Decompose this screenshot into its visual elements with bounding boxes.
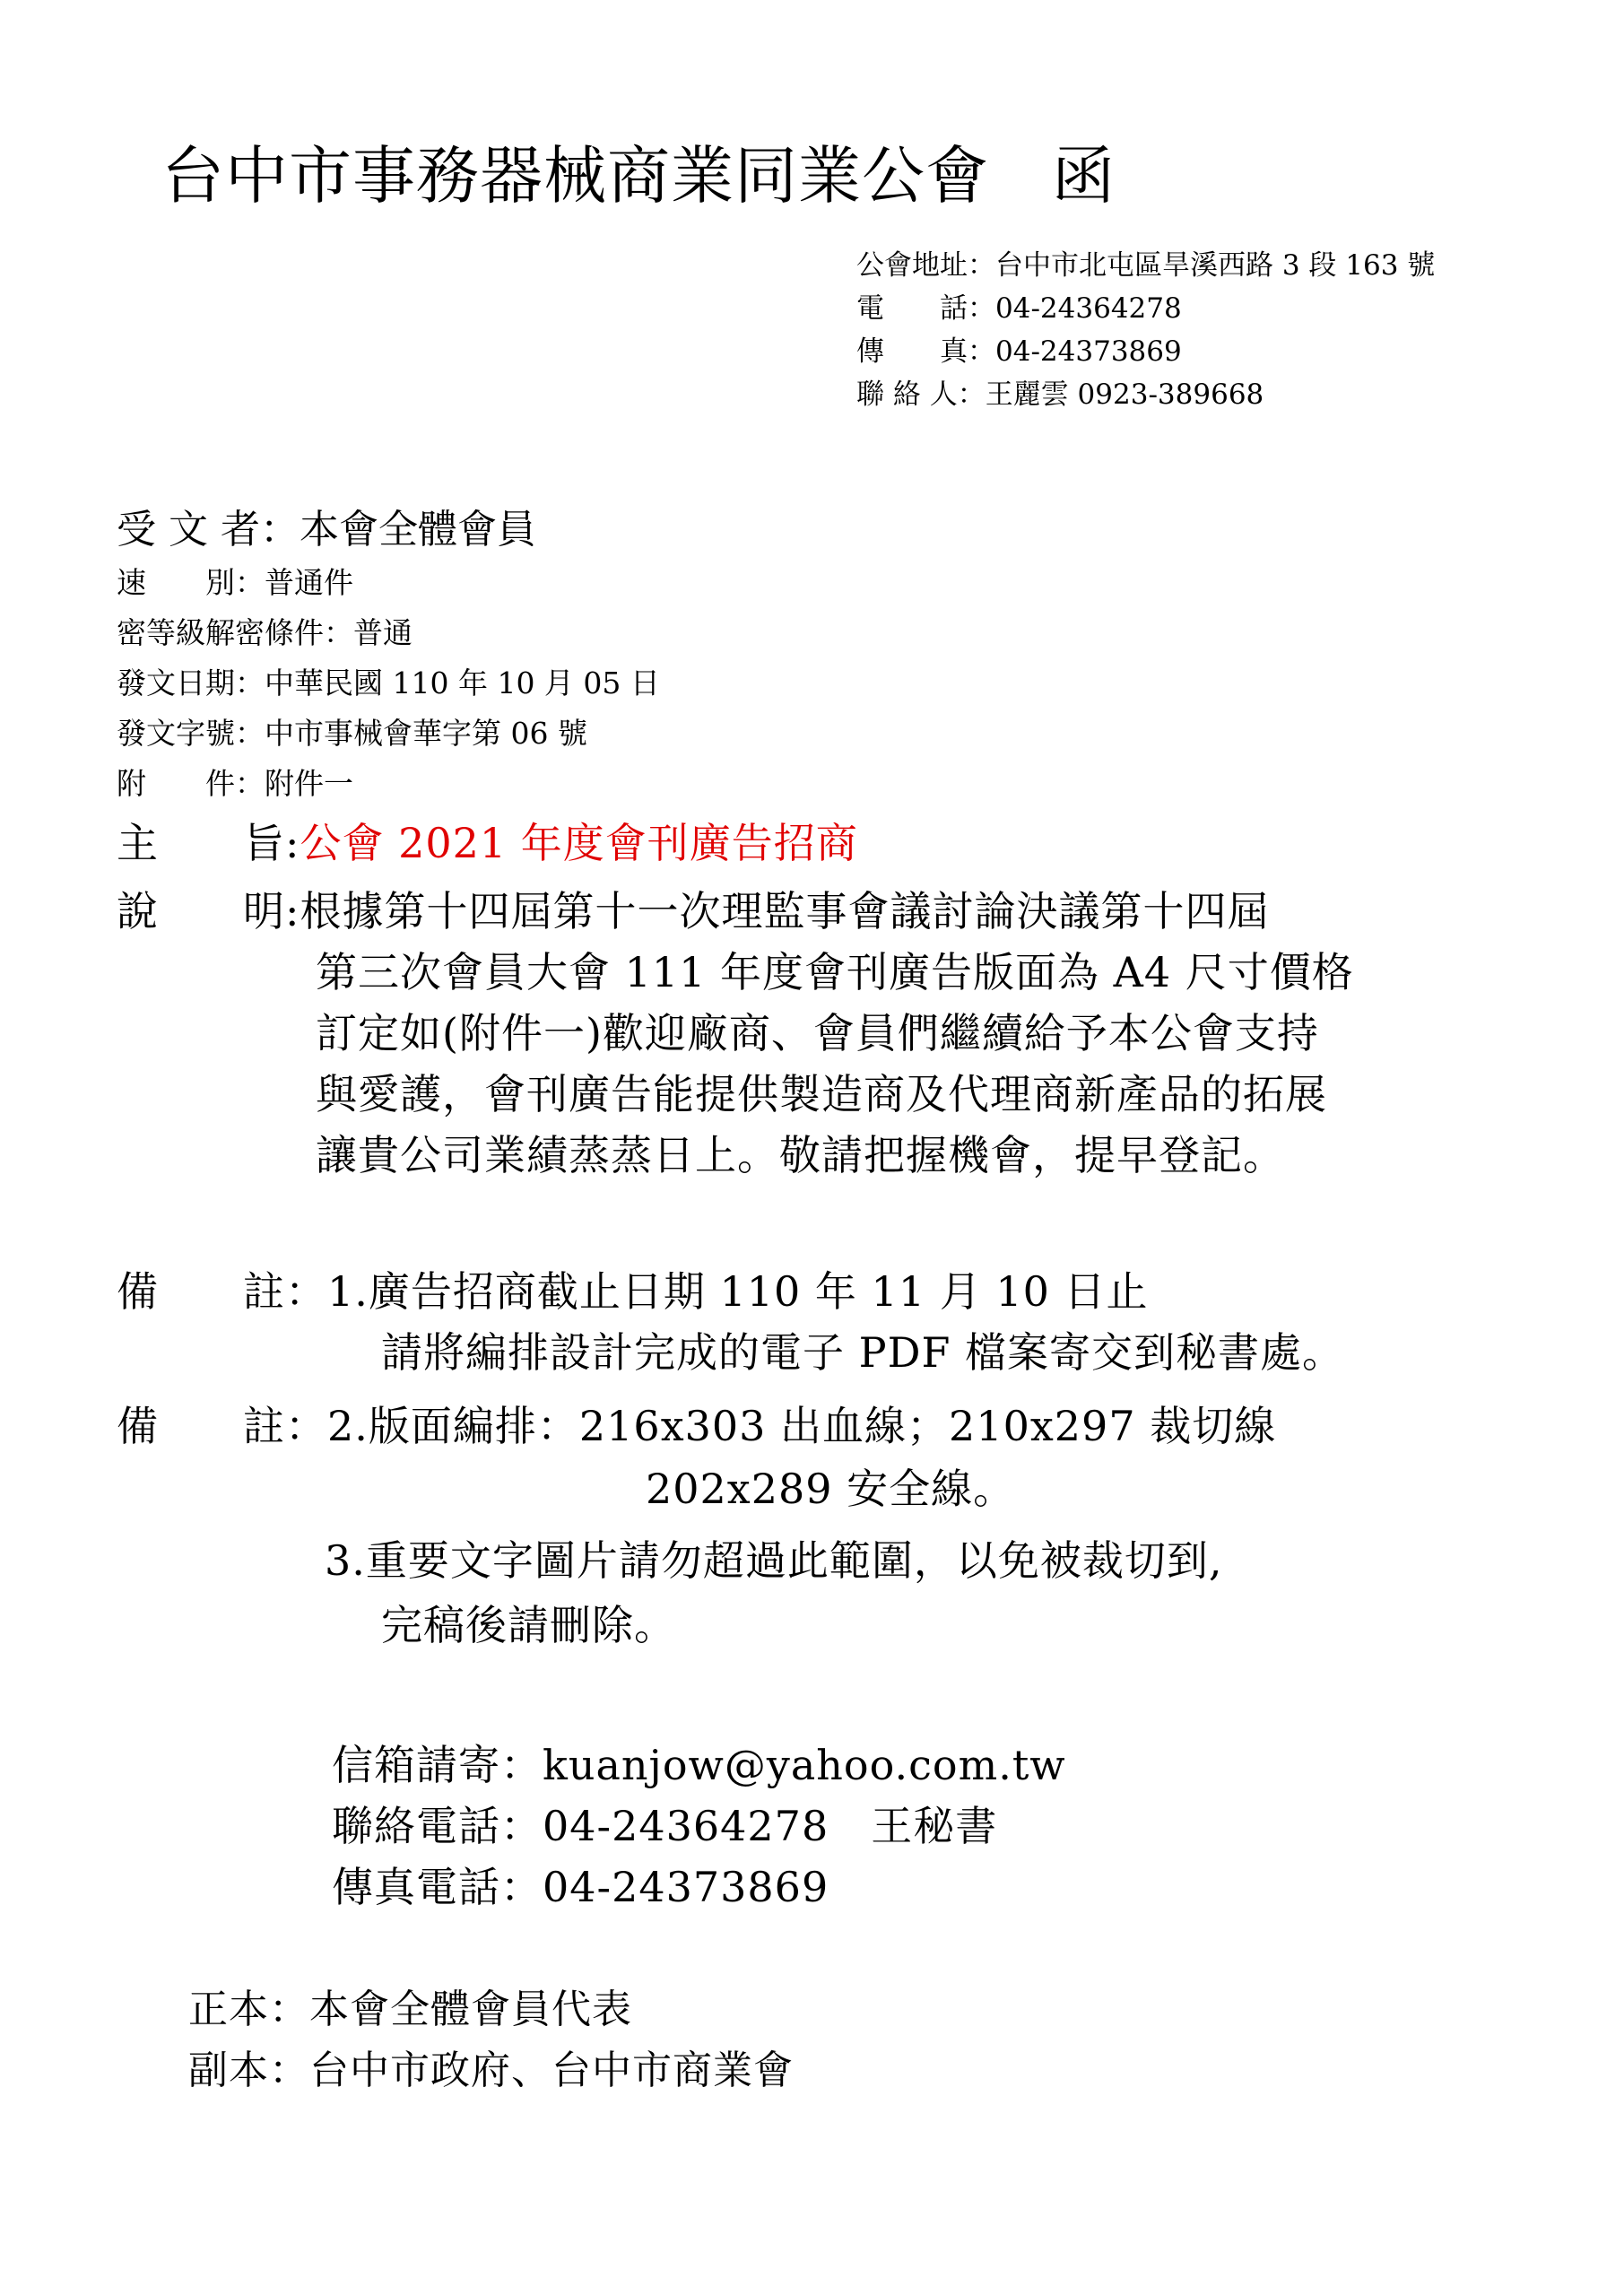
subject-text: 公會 2021 年度會刊廣告招商: [300, 819, 858, 867]
meta-speed: 速 別：普通件: [117, 565, 353, 600]
note-text: 3.重要文字圖片請勿超過此範圍，以免被裁切到,: [325, 1536, 1223, 1585]
note-text: 完稿後請刪除。: [381, 1601, 676, 1649]
main-copy: 正本：本會全體會員代表: [188, 1987, 632, 2032]
submission-email: 信箱請寄：kuanjow@yahoo.com.tw: [332, 1741, 1066, 1789]
submission-fax: 傳真電話：04-24373869: [332, 1863, 829, 1911]
carbon-copy: 副本：台中市政府、台中市商業會: [188, 2048, 794, 2093]
note-text: 2.版面編排：216x303 出血線；210x297 裁切線: [327, 1402, 1277, 1450]
note-text: 請將編排設計完成的電子 PDF 檔案寄交到秘書處。: [381, 1328, 1344, 1377]
meta-attachment: 附 件：附件一: [117, 766, 353, 801]
submission-phone: 聯絡電話：04-24364278 王秘書: [332, 1802, 998, 1850]
explanation-label: 說 明:: [117, 887, 300, 935]
explanation-line: [117, 879, 1270, 938]
note-line: [117, 1394, 1276, 1453]
explanation-text: 訂定如(附件一)歡迎廠商、會員們繼續給予本公會支持: [316, 1009, 1319, 1057]
meta-classification: 密等級解密條件：普通: [117, 615, 413, 650]
note-label: 備 註：: [117, 1402, 327, 1450]
subject-line: [117, 811, 858, 870]
contact-phone: 電 話：04-24364278: [856, 292, 1182, 325]
note-label: 備 註：: [117, 1267, 327, 1316]
explanation-text: 第三次會員大會 111 年度會刊廣告版面為 A4 尺寸價格: [316, 948, 1354, 996]
contact-person: 聯 絡 人：王麗雲 0923-389668: [856, 378, 1264, 411]
meta-document-number: 發文字號：中市事械會華字第 06 號: [117, 716, 587, 751]
note-text: 202x289 安全線。: [646, 1465, 1016, 1513]
meta-issue-date: 發文日期：中華民國 110 年 10 月 05 日: [117, 665, 660, 700]
explanation-text: 與愛護，會刊廣告能提供製造商及代理商新產品的拓展: [316, 1070, 1327, 1118]
document-type: 函: [1052, 139, 1116, 213]
explanation-text: 讓貴公司業績蒸蒸日上。敬請把握機會，提早登記。: [316, 1131, 1285, 1179]
document-title: [161, 126, 1116, 216]
association-name: 台中市事務器械商業同業公會: [161, 139, 989, 213]
subject-label: 主 旨:: [117, 819, 300, 867]
note-text: 1.廣告招商截止日期 110 年 11 月 10 日止: [327, 1267, 1149, 1316]
contact-fax: 傳 真：04-24373869: [856, 335, 1182, 368]
recipient: 受 文 者：本會全體會員: [117, 507, 536, 552]
explanation-text: 根據第十四屆第十一次理監事會議討論決議第十四屆: [300, 887, 1270, 935]
contact-address: 公會地址：台中市北屯區旱溪西路 3 段 163 號: [856, 249, 1436, 282]
note-line: [117, 1259, 1149, 1318]
